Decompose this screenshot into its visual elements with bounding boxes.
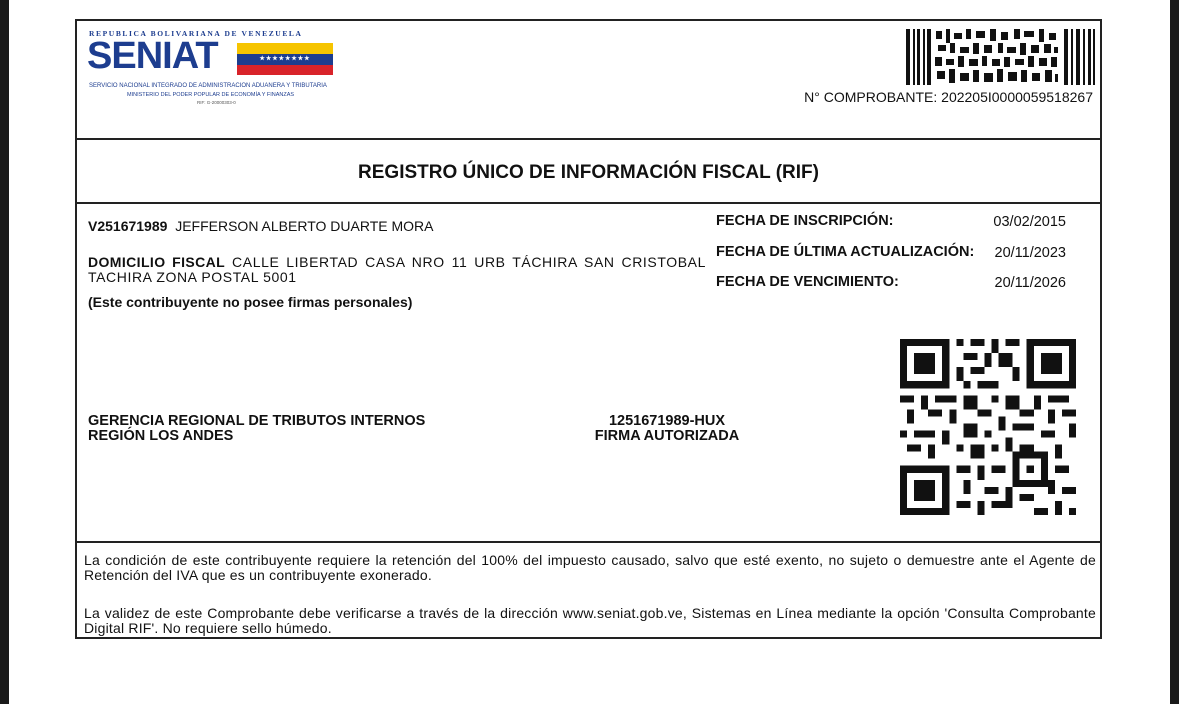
retention-notice: La condición de este contribuyente requiere la retención del 100% del impuesto causado, salvo que esté exento, no sujeto o demuestre ante el Agente de Retención del IVA que es un contribuyente exonerado.	[84, 552, 1096, 583]
firma-code: 1251671989-HUX	[608, 413, 726, 429]
inscription-date: 03/02/2015	[993, 214, 1066, 230]
firma-label: FIRMA AUTORIZADA	[594, 428, 740, 444]
rif-number: V251671989	[88, 218, 168, 234]
comprobante-number: N° COMPROBANTE: 202205I0000059518267	[804, 89, 1093, 105]
last-update-label: FECHA DE ÚLTIMA ACTUALIZACIÓN:	[716, 244, 975, 260]
right-edge	[1170, 0, 1179, 704]
last-update-date: 20/11/2023	[994, 245, 1066, 261]
logo-top-text: REPUBLICA BOLIVARIANA DE VENEZUELA	[89, 29, 303, 38]
footer-section	[77, 543, 1100, 639]
document-header	[77, 21, 1100, 140]
inscription-label: FECHA DE INSCRIPCIÓN:	[716, 213, 894, 229]
authorized-signature	[537, 414, 797, 444]
logo-word: SENIAT	[87, 35, 218, 77]
logo-line-1: SERVICIO NACIONAL INTEGRADO DE ADMINISTRACION ADUANERA Y TRIBUTARIA	[89, 83, 327, 89]
seniat-logo	[87, 29, 337, 111]
fiscal-address	[88, 255, 706, 285]
gerencia-line-2: REGIÓN LOS ANDES	[88, 428, 234, 444]
title-section	[77, 140, 1100, 204]
barcode-icon	[906, 29, 1096, 85]
address-value: CALLE LIBERTAD CASA NRO 11 URB TÁCHIRA SAN CRISTOBAL TACHIRA ZONA POSTAL 5001	[88, 254, 706, 285]
gerencia-block	[88, 414, 425, 444]
validity-notice: La validez de este Comprobante debe verificarse a través de la dirección www.seniat.gob.ve, Sistemas en Línea mediante la opción 'Consulta Comprobante Digital RIF'. No requiere sello húmedo.	[84, 605, 1096, 636]
logo-line-3: RIF: G-20000303-0	[197, 100, 236, 105]
taxpayer-id-line	[88, 218, 433, 234]
signature-note: (Este contribuyente no posee firmas personales)	[88, 294, 413, 310]
taxpayer-section	[77, 204, 1100, 543]
rif-document	[75, 19, 1102, 639]
document-title: REGISTRO ÚNICO DE INFORMACIÓN FISCAL (RIF)	[358, 162, 819, 183]
address-label: DOMICILIO FISCAL	[88, 254, 226, 270]
expiration-date: 20/11/2026	[994, 275, 1066, 291]
left-edge	[0, 0, 9, 704]
expiration-label: FECHA DE VENCIMIENTO:	[716, 274, 899, 290]
logo-line-2: MINISTERIO DEL PODER POPULAR DE ECONOMÍA Y FINANZAS	[127, 92, 295, 98]
venezuela-flag-icon: ★★★★★★★★	[237, 43, 333, 75]
qr-code-icon	[900, 339, 1076, 515]
taxpayer-name: JEFFERSON ALBERTO DUARTE MORA	[175, 218, 434, 234]
gerencia-line-1: GERENCIA REGIONAL DE TRIBUTOS INTERNOS	[88, 413, 426, 429]
